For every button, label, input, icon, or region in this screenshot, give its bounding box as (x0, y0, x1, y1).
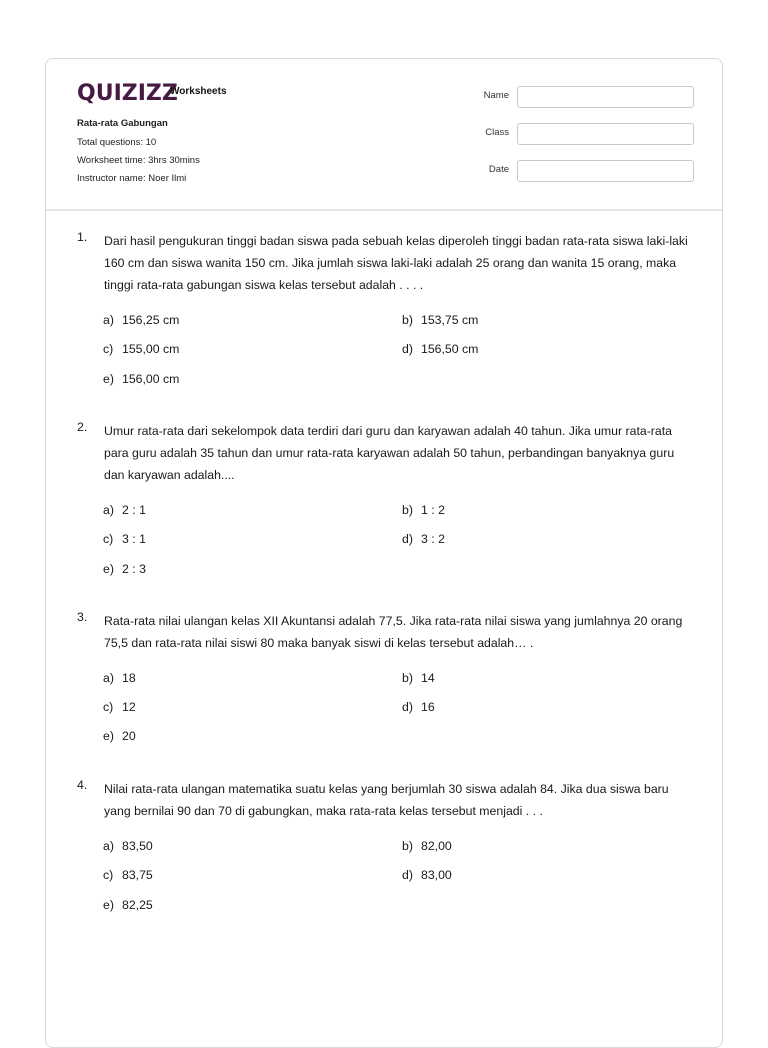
option-value: 156,50 cm (421, 342, 479, 356)
option-label: e) (103, 372, 114, 386)
option-label: c) (103, 700, 114, 714)
worksheet-page (45, 58, 723, 1048)
total-questions: Total questions: 10 (77, 137, 157, 148)
option-label: e) (103, 898, 114, 912)
option-label: c) (103, 532, 114, 546)
option-label: a) (103, 671, 114, 685)
option-b[interactable] (402, 839, 452, 853)
option-label: d) (402, 700, 413, 714)
question-number: 4. (77, 778, 88, 792)
question-text: Dari hasil pengukuran tinggi badan siswa pada sebuah kelas diperoleh tinggi badan rata-rata siswa laki-laki 160 cm dan siswa wanita 150 cm. Jika jumlah siswa laki-laki adalah 25 orang dan wanita 15 orang, maka tinggi rata-rata gabungan siswa kelas tersebut adalah . . . . (104, 234, 688, 292)
question-number: 2. (77, 420, 88, 434)
option-label: d) (402, 342, 413, 356)
option-value: 16 (421, 700, 435, 714)
option-value: 18 (122, 671, 136, 685)
instructor-name: Instructor name: Noer Ilmi (77, 173, 187, 184)
option-value: 155,00 cm (122, 342, 180, 356)
option-value: 82,00 (421, 839, 452, 853)
option-value: 3 : 2 (421, 532, 445, 546)
option-value: 83,00 (421, 868, 452, 882)
date-field[interactable] (517, 160, 694, 182)
option-value: 156,00 cm (122, 372, 180, 386)
option-e[interactable] (103, 729, 136, 743)
option-value: 1 : 2 (421, 503, 445, 517)
option-a[interactable] (103, 313, 179, 327)
option-value: 12 (122, 700, 136, 714)
worksheet-header (46, 59, 722, 211)
name-field[interactable] (517, 86, 694, 108)
option-value: 2 : 1 (122, 503, 146, 517)
option-label: e) (103, 729, 114, 743)
option-d[interactable] (402, 532, 445, 546)
worksheet-title: Rata-rata Gabungan (77, 118, 168, 129)
option-b[interactable] (402, 671, 435, 685)
option-label: d) (402, 532, 413, 546)
option-value: 82,25 (122, 898, 153, 912)
option-a[interactable] (103, 671, 136, 685)
option-d[interactable] (402, 342, 478, 356)
option-c[interactable] (103, 532, 146, 546)
name-label: Name (483, 90, 509, 101)
option-label: b) (402, 671, 413, 685)
option-a[interactable] (103, 839, 153, 853)
option-a[interactable] (103, 503, 146, 517)
option-d[interactable] (402, 868, 452, 882)
question-number: 3. (77, 610, 88, 624)
option-label: a) (103, 839, 114, 853)
question-text: Umur rata-rata dari sekelompok data terdiri dari guru dan karyawan adalah 40 tahun. Jika umur rata-rata para guru adalah 35 tahun dan umur rata-rata karyawan adalah 50 tahun, perbandingan banyaknya guru dan karyawan adalah.... (104, 424, 675, 482)
quizizz-logo: QUIZIZZ (77, 81, 178, 106)
option-value: 2 : 3 (122, 562, 146, 576)
option-value: 156,25 cm (122, 313, 180, 327)
option-e[interactable] (103, 898, 153, 912)
option-label: a) (103, 503, 114, 517)
option-label: a) (103, 313, 114, 327)
option-c[interactable] (103, 868, 153, 882)
date-label: Date (488, 164, 509, 175)
option-value: 14 (421, 671, 435, 685)
logo-subtitle: Worksheets (170, 86, 227, 97)
option-label: b) (402, 313, 413, 327)
option-label: c) (103, 342, 114, 356)
option-value: 3 : 1 (122, 532, 146, 546)
worksheet-time: Worksheet time: 3hrs 30mins (77, 155, 200, 166)
class-field[interactable] (517, 123, 694, 145)
option-value: 153,75 cm (421, 313, 479, 327)
option-label: e) (103, 562, 114, 576)
question-number: 1. (77, 230, 88, 244)
question-text: Nilai rata-rata ulangan matematika suatu kelas yang berjumlah 30 siswa adalah 84. Jika dua siswa baru yang bernilai 90 dan 70 di gabungkan, maka rata-rata kelas tersebut menjadi . . . (104, 782, 669, 818)
question-text: Rata-rata nilai ulangan kelas XII Akuntansi adalah 77,5. Jika rata-rata nilai siswa yang jumlahnya 20 orang 75,5 dan rata-rata nilai siswi 80 maka banyak siswi di kelas tersebut adalah… . (104, 614, 683, 650)
option-label: d) (402, 868, 413, 882)
option-e[interactable] (103, 372, 179, 386)
option-b[interactable] (402, 313, 478, 327)
class-label: Class (485, 127, 509, 138)
option-value: 20 (122, 729, 136, 743)
option-c[interactable] (103, 342, 179, 356)
option-value: 83,50 (122, 839, 153, 853)
option-b[interactable] (402, 503, 445, 517)
option-d[interactable] (402, 700, 435, 714)
option-e[interactable] (103, 562, 146, 576)
option-label: b) (402, 503, 413, 517)
option-c[interactable] (103, 700, 136, 714)
option-label: c) (103, 868, 114, 882)
option-label: b) (402, 839, 413, 853)
option-value: 83,75 (122, 868, 153, 882)
